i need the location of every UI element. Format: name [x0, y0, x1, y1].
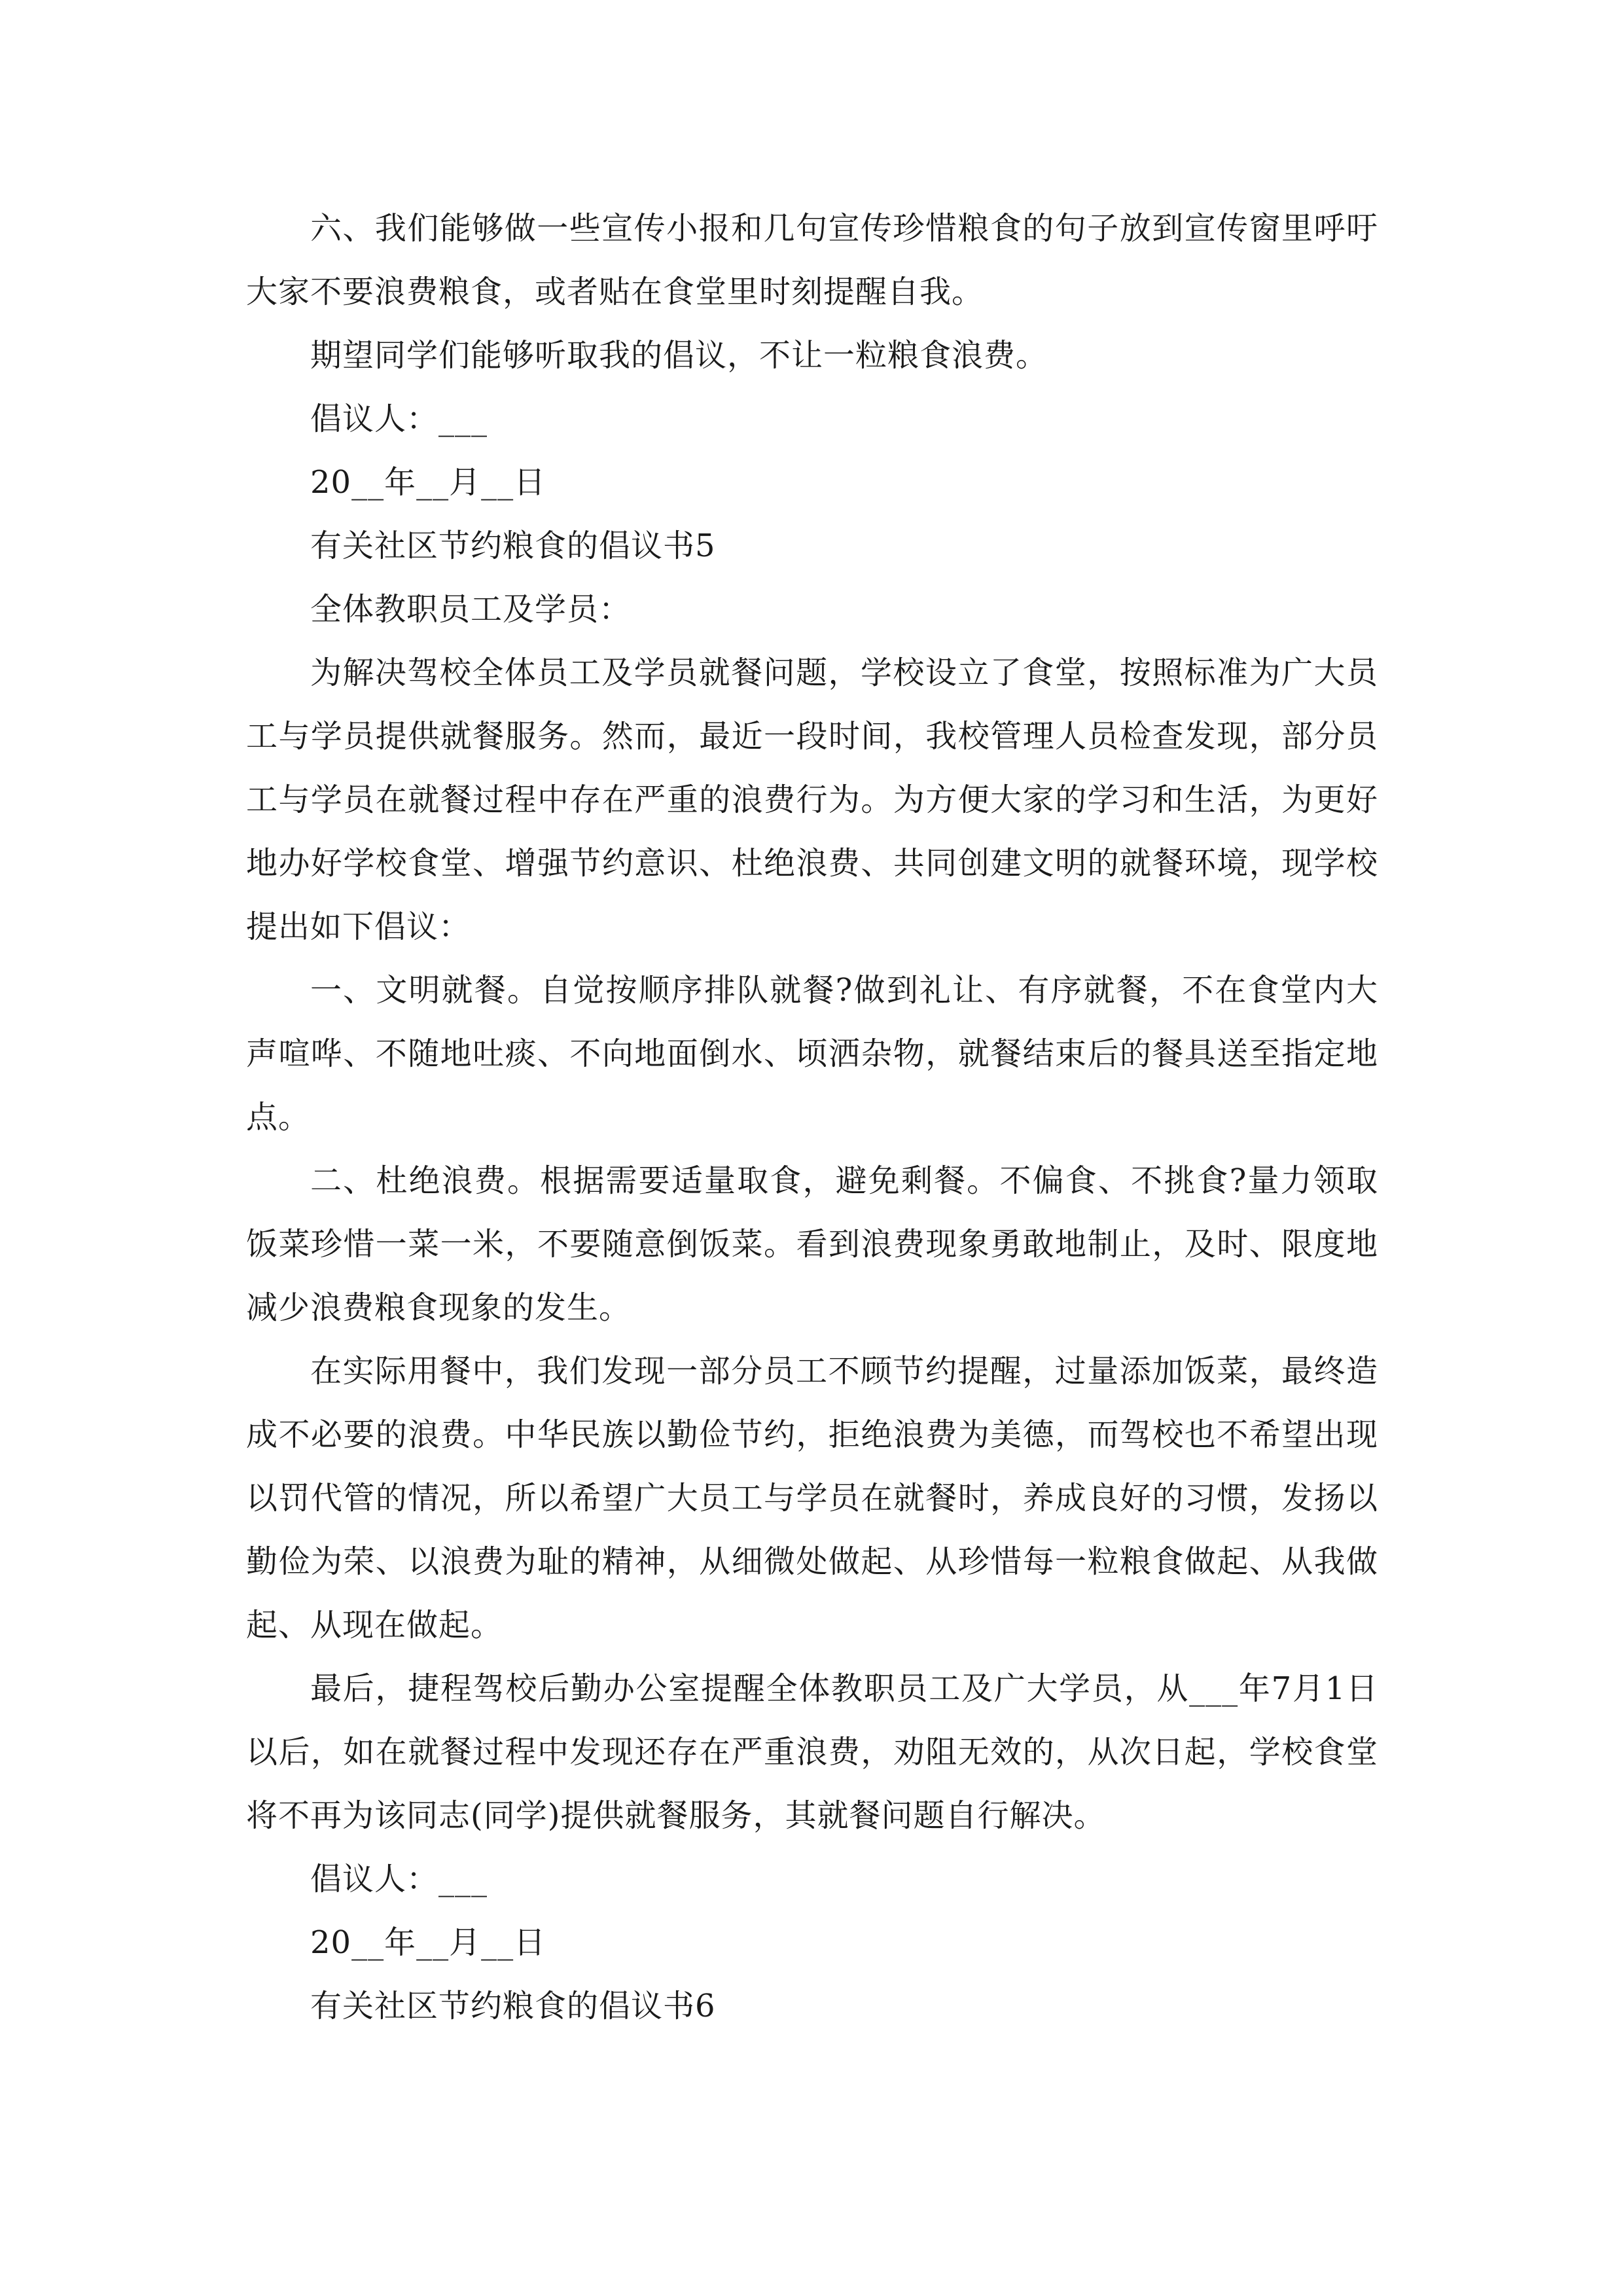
- signature-proposer-2: 倡议人：___: [310, 1861, 488, 1897]
- paragraph-hope: 期望同学们能够听取我的倡议，不让一粒粮食浪费。: [310, 337, 1048, 374]
- paragraph-intro: 为解决驾校全体员工及学员就餐问题，学校设立了食堂，按照标准为广大员工与学员提供就餐服务。然而，最近一段时间，我校管理人员检查发现，部分员工与学员在就餐过程中存在严重的浪费行为。为方便大家的学习和生活，为更好地办好学校食堂、增强节约意识、杜绝浪费、共同创建文明的就餐环境，现学校提出如下倡议：: [246, 655, 1378, 945]
- document-body: [246, 197, 1378, 2038]
- section-title-5: 有关社区节约粮食的倡议书5: [310, 528, 716, 564]
- signature-date: 20__年__月__日: [310, 464, 546, 501]
- paragraph-publicity: 六、我们能够做一些宣传小报和几句宣传珍惜粮食的句子放到宣传窗里呼吁大家不要浪费粮食，或者贴在食堂里时刻提醒自我。: [246, 210, 1378, 310]
- signature-date-2: 20__年__月__日: [310, 1924, 546, 1961]
- signature-proposer: 倡议人：___: [310, 401, 488, 437]
- paragraph-final: 最后，捷程驾校后勤办公室提醒全体教职员工及广大学员，从___年7月1日以后，如在就餐过程中发现还存在严重浪费，劝阻无效的，从次日起，学校食堂将不再为该同志(同学)提供就餐服务，其就餐问题自行解决。: [246, 1670, 1378, 1834]
- paragraph-practice: 在实际用餐中，我们发现一部分员工不顾节约提醒，过量添加饭菜，最终造成不必要的浪费。中华民族以勤俭节约，拒绝浪费为美德，而驾校也不希望出现以罚代管的情况，所以希望广大员工与学员在就餐时，养成良好的习惯，发扬以勤俭为荣、以浪费为耻的精神，从细微处做起、从珍惜每一粒粮食做起、从我做起、从现在做起。: [246, 1353, 1378, 1643]
- paragraph-item-one: 一、文明就餐。自觉按顺序排队就餐?做到礼让、有序就餐，不在食堂内大声喧哗、不随地吐痰、不向地面倒水、顷洒杂物，就餐结束后的餐具送至指定地点。: [246, 972, 1378, 1136]
- salutation: 全体教职员工及学员：: [310, 591, 632, 628]
- paragraph-item-two: 二、杜绝浪费。根据需要适量取食，避免剩餐。不偏食、不挑食?量力领取饭菜珍惜一菜一米，不要随意倒饭菜。看到浪费现象勇敢地制止，及时、限度地减少浪费粮食现象的发生。: [246, 1162, 1378, 1326]
- section-title-6: 有关社区节约粮食的倡议书6: [310, 1988, 716, 2024]
